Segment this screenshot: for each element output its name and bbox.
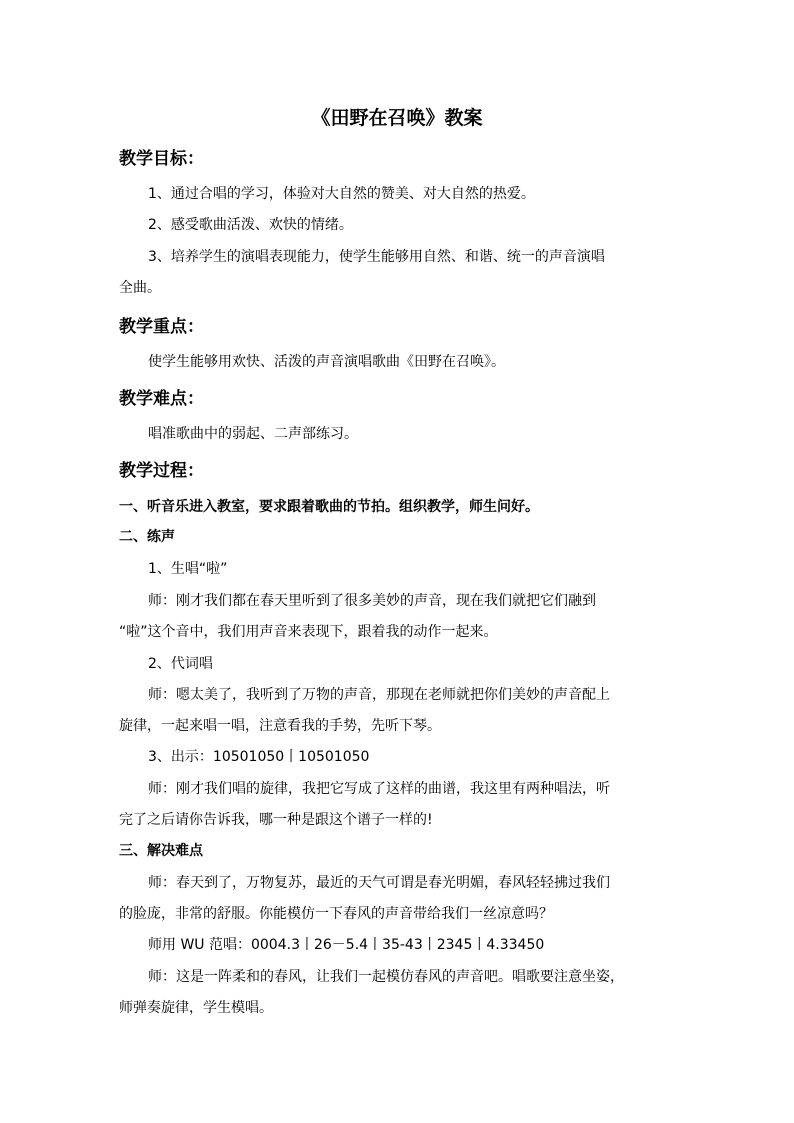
section-2-sub-3-line-1: 师：刚才我们唱的旋律，我把它写成了这样的曲谱，我这里有两种唱法，听 [148, 781, 610, 797]
section-2-sub-1-line-2: “啦”这个音中，我们用声音来表现下，跟着我的动作一起来。 [119, 624, 498, 640]
document-title: 《田野在召唤》教案 [311, 107, 483, 129]
objective-item-3-line-1: 3、培养学生的演唱表现能力，使学生能够用自然、和谐、统一的声音演唱 [148, 249, 605, 265]
section-3-p1-line-2: 的脸庞，非常的舒服。你能模仿一下春风的声音带给我们一丝凉意吗？ [119, 906, 553, 922]
process-section-1: 一、听音乐进入教室，要求跟着歌曲的节拍。组织教学，师生问好。 [119, 499, 539, 515]
section-2-sub-2-line-2: 旋律，一起来唱一唱，注意看我的手势，先听下琴。 [119, 718, 441, 734]
section-3-p3-line-2: 师弹奏旋律，学生模唱。 [119, 1000, 273, 1016]
section-2-sub-2-line-1: 师：嗯太美了，我听到了万物的声音，那现在老师就把你们美妙的声音配上 [148, 687, 610, 703]
process-heading: 教学过程： [119, 461, 204, 481]
section-2-sub-3: 3、出示：10501050丨10501050 [148, 749, 370, 765]
process-section-2-heading: 二、练声 [119, 529, 175, 545]
section-2-sub-3-line-2: 完了之后请你告诉我，哪一种是跟这个谱子一样的! [119, 812, 433, 828]
section-2-sub-2: 2、代词唱 [148, 656, 213, 672]
key-points-text: 使学生能够用欢快、活泼的声音演唱歌曲《田野在召唤》。 [148, 354, 505, 370]
difficulties-heading: 教学难点： [119, 389, 204, 409]
section-2-sub-1-line-1: 师：刚才我们都在春天里听到了很多美妙的声音，现在我们就把它们融到 [148, 593, 596, 609]
section-3-p2: 师用 WU 范唱：0004.3丨26－5.4丨35-43丨2345丨4.33450 [148, 937, 545, 953]
key-points-heading: 教学重点： [119, 317, 204, 337]
objective-item-2: 2、感受歌曲活泼、欢快的情绪。 [148, 217, 353, 233]
objective-item-1: 1、通过合唱的学习，体验对大自然的赞美、对大自然的热爱。 [148, 186, 535, 202]
section-3-p3-line-1: 师：这是一阵柔和的春风，让我们一起模仿春风的声音吧。唱歌要注意坐姿， [148, 969, 624, 985]
objectives-heading: 教学目标： [119, 149, 204, 169]
difficulties-text: 唱准歌曲中的弱起、二声部练习。 [148, 426, 358, 442]
process-section-3-heading: 三、解决难点 [119, 843, 203, 859]
objective-item-3-line-2: 全曲。 [119, 280, 161, 296]
section-2-sub-1: 1、生唱“啦” [148, 561, 228, 577]
section-3-p1-line-1: 师：春天到了，万物复苏，最近的天气可谓是春光明媚，春风轻轻拂过我们 [148, 875, 610, 891]
